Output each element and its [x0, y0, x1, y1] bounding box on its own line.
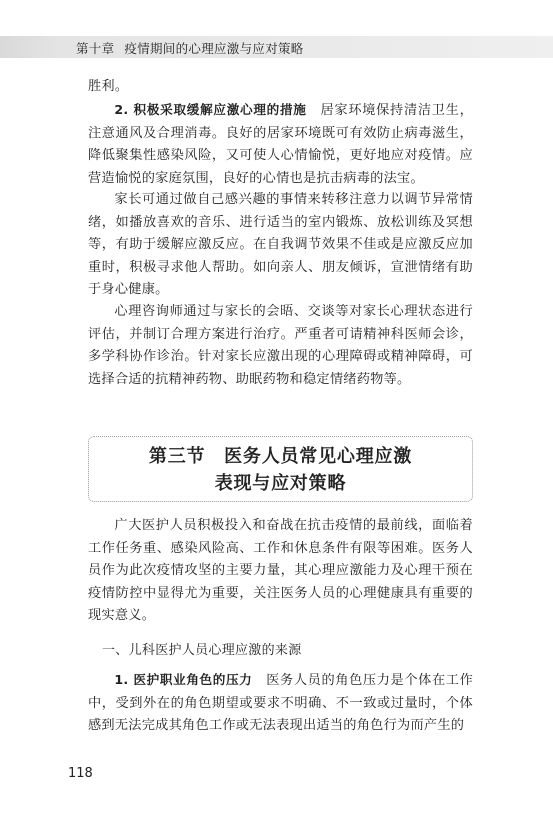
- paragraph-heading: 1. 医护职业角色的压力: [114, 672, 253, 687]
- section-title-line2: 表现与应对策略: [214, 473, 347, 494]
- paragraph-continuation: [88, 76, 473, 99]
- paragraph-role-pressure: [88, 669, 473, 738]
- paragraph-text: 家长可通过做自己感兴趣的事情来转移注意力以调节异常情绪，如播放喜欢的音乐、进行适当的室内锻炼、放松训练及冥想等，有助于缓解应激反应。在自我调节效果不佳或是应激反应加重时，积极寻求他人帮助。如向亲人、朋友倾诉，宣泄情绪有助于身心健康。: [88, 192, 473, 297]
- section-title-line1: 第三节 医务人员常见心理应激: [148, 446, 413, 467]
- paragraph-text: 心理咨询师通过与家长的会晤、交谈等对家长心理状态进行评估，并制订合理方案进行治疗。严重者可请精神科医师会诊，多学科协作诊治。针对家长应激出现的心理障碍或精神障碍，可选择合适的抗精神药物、助眠药物和稳定情绪药物等。: [88, 304, 473, 387]
- paragraph-text: 居家环境保持清洁卫生，注意通风及合理消毒。良好的居家环境既可有效防止病毒滋生，降低聚集性感染风险，又可使人心情愉悦，更好地应对疫情。应营造愉悦的家庭氛围，良好的心情也是抗击病毒的法宝。: [88, 103, 474, 186]
- paragraph-text: 医务人员的角色压力是个体在工作中，受到外在的角色期望或要求不明确、不一致或过量时，个体感到无法完成其角色工作或无法表现出适当的角色行为而产生的: [88, 673, 474, 733]
- paragraph-self-regulation: [88, 189, 473, 302]
- chapter-title: 疫情期间的心理应激与应对策略: [124, 41, 304, 56]
- paragraph-section-intro: [88, 515, 473, 628]
- paragraph-text: 胜利。: [88, 79, 129, 94]
- running-header: [76, 39, 304, 57]
- paragraph-counseling: [88, 301, 473, 391]
- paragraph-heading: 2. 积极采取缓解应激心理的措施: [114, 102, 307, 117]
- paragraph-text: 广大医护人员积极投入和奋战在抗击疫情的最前线，面临着工作任务重、感染风险高、工作和休息条件有限等困难。医务人员作为此次疫情攻坚的主要力量，其心理应激能力及心理干预在疫情防控中显得尤为重要，关注医务人员的心理健康具有重要的现实意义。: [88, 518, 473, 623]
- page-number: 118: [68, 766, 93, 781]
- paragraph-measures: [88, 99, 473, 190]
- chapter-number: 第十章: [76, 41, 115, 56]
- subsection-heading: 一、儿科医护人员心理应激的来源: [102, 643, 302, 658]
